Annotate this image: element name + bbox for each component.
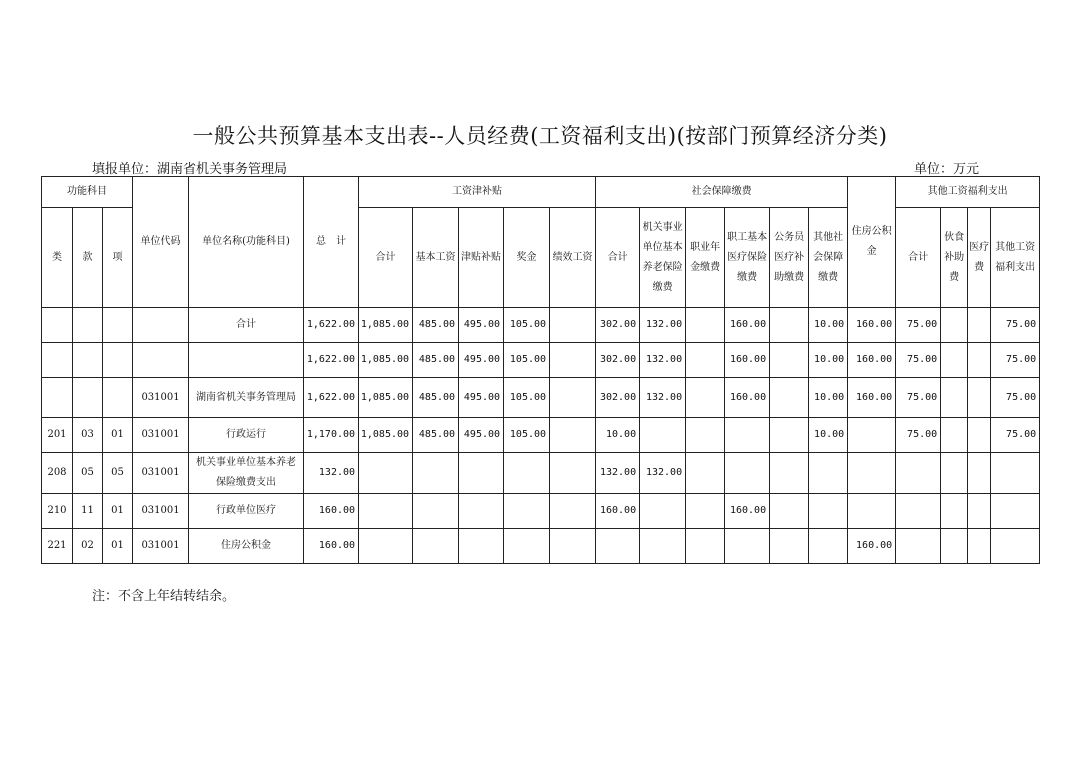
cell-allowance [459, 529, 504, 564]
cell-medical [725, 453, 770, 494]
cell-code: 031001 [133, 529, 189, 564]
cell-total: 1,622.00 [304, 378, 359, 418]
header-wage-group: 工资津补贴 [359, 177, 596, 208]
cell-annuity [686, 529, 725, 564]
cell-other-welfare: 75.00 [991, 343, 1040, 378]
cell-other-total: 75.00 [896, 418, 941, 453]
table-row [42, 453, 1040, 494]
cell-bonus: 105.00 [504, 418, 550, 453]
cell-allowance [459, 453, 504, 494]
cell-medical-fee [968, 494, 991, 529]
cell-other-social [809, 453, 848, 494]
cell-name: 湖南省机关事务管理局 [189, 378, 304, 418]
cell-total: 132.00 [304, 453, 359, 494]
cell-other-total: 75.00 [896, 308, 941, 343]
table-row [42, 378, 1040, 418]
cell-bonus [504, 529, 550, 564]
cell-total: 1,622.00 [304, 308, 359, 343]
table-row [42, 343, 1040, 378]
cell-social-total: 302.00 [596, 308, 640, 343]
cell-allowance: 495.00 [459, 378, 504, 418]
cell-food-subsidy [941, 494, 968, 529]
cell-basic-wage: 485.00 [413, 343, 459, 378]
cell-food-subsidy [941, 418, 968, 453]
cell-kuan: 11 [73, 494, 103, 529]
header-performance: 绩效工资 [550, 208, 596, 308]
header-food-subsidy: 伙食补助费 [941, 208, 968, 308]
cell-wage-total [359, 494, 413, 529]
header-medical: 职工基本医疗保险缴费 [725, 208, 770, 308]
cell-wage-total [359, 529, 413, 564]
header-wage-total: 合计 [359, 208, 413, 308]
cell-performance [550, 453, 596, 494]
cell-name [189, 343, 304, 378]
cell-basic-wage [413, 529, 459, 564]
cell-social-total: 302.00 [596, 343, 640, 378]
cell-name: 行政单位医疗 [189, 494, 304, 529]
cell-lei: 221 [42, 529, 73, 564]
cell-pension [640, 418, 686, 453]
cell-social-total: 132.00 [596, 453, 640, 494]
cell-kuan [73, 343, 103, 378]
cell-bonus: 105.00 [504, 343, 550, 378]
cell-pension [640, 494, 686, 529]
cell-medical [725, 418, 770, 453]
cell-kuan: 02 [73, 529, 103, 564]
cell-civil-medical [770, 343, 809, 378]
cell-performance [550, 529, 596, 564]
cell-other-total: 75.00 [896, 343, 941, 378]
cell-social-total [596, 529, 640, 564]
cell-other-welfare: 75.00 [991, 378, 1040, 418]
header-housing: 住房公积金 [848, 177, 896, 308]
cell-other-welfare: 75.00 [991, 308, 1040, 343]
header-pension: 机关事业单位基本养老保险缴费 [640, 208, 686, 308]
cell-other-welfare [991, 494, 1040, 529]
cell-other-welfare [991, 453, 1040, 494]
cell-performance [550, 378, 596, 418]
header-social-group: 社会保障缴费 [596, 177, 848, 208]
cell-bonus [504, 494, 550, 529]
cell-lei: 210 [42, 494, 73, 529]
cell-medical-fee [968, 343, 991, 378]
cell-name: 合计 [189, 308, 304, 343]
cell-food-subsidy [941, 343, 968, 378]
cell-other-social: 10.00 [809, 378, 848, 418]
cell-housing: 160.00 [848, 343, 896, 378]
header-social-total: 合计 [596, 208, 640, 308]
cell-lei: 208 [42, 453, 73, 494]
cell-code: 031001 [133, 453, 189, 494]
cell-allowance [459, 494, 504, 529]
cell-food-subsidy [941, 378, 968, 418]
cell-other-total: 75.00 [896, 378, 941, 418]
cell-housing: 160.00 [848, 378, 896, 418]
cell-pension: 132.00 [640, 378, 686, 418]
budget-table [41, 176, 1040, 564]
cell-food-subsidy [941, 529, 968, 564]
cell-housing [848, 418, 896, 453]
cell-food-subsidy [941, 308, 968, 343]
cell-annuity [686, 453, 725, 494]
cell-lei: 201 [42, 418, 73, 453]
cell-medical-fee [968, 529, 991, 564]
cell-total: 160.00 [304, 494, 359, 529]
header-other-social: 其他社会保障缴费 [809, 208, 848, 308]
cell-code: 031001 [133, 494, 189, 529]
cell-wage-total: 1,085.00 [359, 308, 413, 343]
cell-medical [725, 529, 770, 564]
cell-annuity [686, 494, 725, 529]
cell-basic-wage: 485.00 [413, 308, 459, 343]
cell-wage-total [359, 453, 413, 494]
cell-wage-total: 1,085.00 [359, 343, 413, 378]
table-row [42, 308, 1040, 343]
cell-bonus [504, 453, 550, 494]
cell-annuity [686, 308, 725, 343]
header-unit-code: 单位代码 [133, 177, 189, 308]
cell-basic-wage: 485.00 [413, 378, 459, 418]
footnote: 注：不含上年结转结余。 [92, 589, 236, 604]
cell-total: 1,170.00 [304, 418, 359, 453]
cell-social-total: 10.00 [596, 418, 640, 453]
cell-medical: 160.00 [725, 343, 770, 378]
cell-annuity [686, 378, 725, 418]
cell-medical: 160.00 [725, 494, 770, 529]
cell-code: 031001 [133, 418, 189, 453]
header-medical-fee: 医疗费 [968, 208, 991, 308]
cell-basic-wage [413, 453, 459, 494]
cell-xiang: 01 [103, 418, 133, 453]
table-body [42, 308, 1040, 564]
cell-name: 行政运行 [189, 418, 304, 453]
cell-other-total [896, 494, 941, 529]
table-header [42, 177, 1040, 308]
cell-housing [848, 494, 896, 529]
cell-basic-wage: 485.00 [413, 418, 459, 453]
cell-code [133, 308, 189, 343]
cell-medical: 160.00 [725, 308, 770, 343]
header-allowance: 津贴补贴 [459, 208, 504, 308]
cell-other-social [809, 529, 848, 564]
cell-civil-medical [770, 378, 809, 418]
cell-annuity [686, 418, 725, 453]
cell-allowance: 495.00 [459, 308, 504, 343]
cell-xiang: 01 [103, 494, 133, 529]
cell-other-social: 10.00 [809, 418, 848, 453]
cell-bonus: 105.00 [504, 308, 550, 343]
cell-other-total [896, 453, 941, 494]
cell-xiang [103, 378, 133, 418]
cell-annuity [686, 343, 725, 378]
cell-other-social [809, 494, 848, 529]
cell-housing: 160.00 [848, 308, 896, 343]
cell-pension [640, 529, 686, 564]
cell-allowance: 495.00 [459, 418, 504, 453]
cell-performance [550, 494, 596, 529]
cell-code [133, 343, 189, 378]
cell-pension: 132.00 [640, 453, 686, 494]
header-other-group: 其他工资福利支出 [896, 177, 1040, 208]
cell-civil-medical [770, 308, 809, 343]
cell-lei [42, 378, 73, 418]
cell-xiang: 01 [103, 529, 133, 564]
cell-name: 住房公积金 [189, 529, 304, 564]
cell-wage-total: 1,085.00 [359, 378, 413, 418]
header-func-subject: 功能科目 [42, 177, 133, 208]
cell-medical: 160.00 [725, 378, 770, 418]
cell-kuan [73, 308, 103, 343]
header-civil-medical: 公务员医疗补助缴费 [770, 208, 809, 308]
cell-other-social: 10.00 [809, 343, 848, 378]
cell-food-subsidy [941, 453, 968, 494]
cell-medical-fee [968, 308, 991, 343]
cell-civil-medical [770, 418, 809, 453]
header-xiang: 项 [103, 208, 133, 308]
cell-medical-fee [968, 453, 991, 494]
cell-total: 1,622.00 [304, 343, 359, 378]
header-annuity: 职业年金缴费 [686, 208, 725, 308]
cell-other-total [896, 529, 941, 564]
header-lei: 类 [42, 208, 73, 308]
cell-code: 031001 [133, 378, 189, 418]
header-other-total: 合计 [896, 208, 941, 308]
header-basic-wage: 基本工资 [413, 208, 459, 308]
cell-xiang [103, 343, 133, 378]
currency-unit: 单位：万元 [914, 162, 980, 177]
cell-other-welfare [991, 529, 1040, 564]
cell-basic-wage [413, 494, 459, 529]
cell-wage-total: 1,085.00 [359, 418, 413, 453]
cell-pension: 132.00 [640, 308, 686, 343]
cell-performance [550, 308, 596, 343]
cell-total: 160.00 [304, 529, 359, 564]
cell-kuan: 05 [73, 453, 103, 494]
cell-kuan [73, 378, 103, 418]
cell-housing: 160.00 [848, 529, 896, 564]
cell-xiang [103, 308, 133, 343]
cell-medical-fee [968, 378, 991, 418]
header-other-welfare: 其他工资福利支出 [991, 208, 1040, 308]
cell-civil-medical [770, 453, 809, 494]
cell-medical-fee [968, 418, 991, 453]
cell-kuan: 03 [73, 418, 103, 453]
header-total: 总 计 [304, 177, 359, 308]
cell-bonus: 105.00 [504, 378, 550, 418]
cell-xiang: 05 [103, 453, 133, 494]
cell-other-social: 10.00 [809, 308, 848, 343]
cell-performance [550, 343, 596, 378]
cell-lei [42, 308, 73, 343]
cell-name: 机关事业单位基本养老保险缴费支出 [189, 453, 304, 494]
cell-social-total: 160.00 [596, 494, 640, 529]
cell-civil-medical [770, 529, 809, 564]
cell-civil-medical [770, 494, 809, 529]
header-bonus: 奖金 [504, 208, 550, 308]
table-row [42, 494, 1040, 529]
table-row [42, 529, 1040, 564]
cell-other-welfare: 75.00 [991, 418, 1040, 453]
cell-pension: 132.00 [640, 343, 686, 378]
header-unit-name: 单位名称(功能科目) [189, 177, 304, 308]
cell-social-total: 302.00 [596, 378, 640, 418]
reporting-unit: 填报单位：湖南省机关事务管理局 [92, 162, 288, 177]
cell-performance [550, 418, 596, 453]
cell-housing [848, 453, 896, 494]
table-row [42, 418, 1040, 453]
page-title: 一般公共预算基本支出表--人员经费(工资福利支出)(按部门预算经济分类) [192, 124, 888, 148]
cell-allowance: 495.00 [459, 343, 504, 378]
header-kuan: 款 [73, 208, 103, 308]
cell-lei [42, 343, 73, 378]
